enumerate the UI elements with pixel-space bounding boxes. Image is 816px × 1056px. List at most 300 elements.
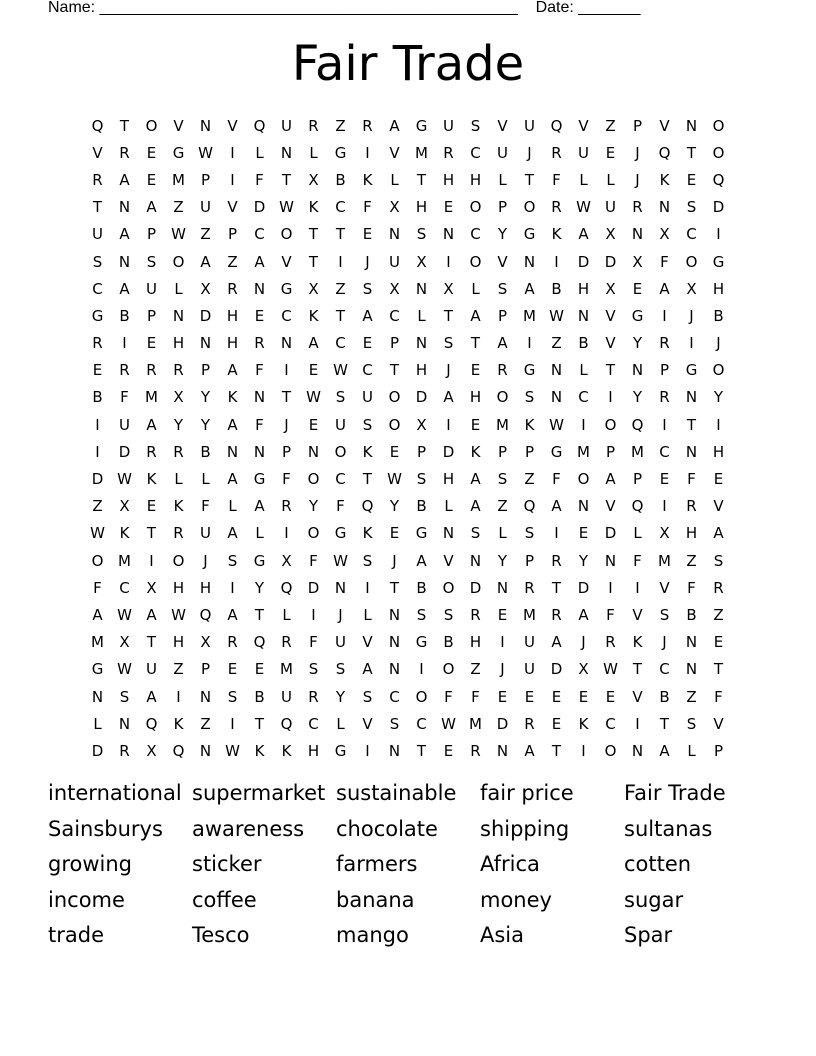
grid-letter: O xyxy=(415,687,428,706)
grid-letter: X xyxy=(659,225,670,244)
grid-letter: F xyxy=(552,470,561,489)
grid-letter: S xyxy=(524,388,535,407)
grid-letter: U xyxy=(335,633,346,652)
grid-letter: R xyxy=(524,578,535,597)
grid-letter: G xyxy=(415,116,428,135)
grid-letter: F xyxy=(363,198,372,217)
grid-letter: X xyxy=(605,279,616,298)
grid-letter: A xyxy=(551,633,562,652)
grid-letter: S xyxy=(497,279,508,298)
grid-letter: E xyxy=(470,415,481,434)
grid-letter: P xyxy=(497,442,508,461)
grid-letter: O xyxy=(442,578,455,597)
grid-letter: W xyxy=(549,415,564,434)
grid-letter: R xyxy=(173,524,184,543)
grid-letter: E xyxy=(578,687,589,706)
grid-letter: E xyxy=(686,170,697,189)
word-bank-item: sticker xyxy=(192,852,262,877)
grid-letter: F xyxy=(309,551,318,570)
grid-letter: Z xyxy=(551,334,562,353)
grid-letter: J xyxy=(635,170,640,189)
grid-letter: K xyxy=(146,470,157,489)
grid-letter: M xyxy=(469,714,482,733)
grid-letter: H xyxy=(415,361,428,380)
grid-letter: E xyxy=(443,741,454,760)
word-bank-item: sugar xyxy=(624,887,684,912)
grid-letter: D xyxy=(91,470,104,489)
grid-letter: T xyxy=(443,306,454,325)
grid-letter: T xyxy=(524,170,535,189)
grid-letter: A xyxy=(227,361,238,380)
grid-letter: L xyxy=(579,361,588,380)
grid-letter: E xyxy=(470,361,481,380)
grid-letter: K xyxy=(524,415,535,434)
grid-letter: V xyxy=(362,633,373,652)
grid-letter: A xyxy=(470,470,481,489)
grid-row xyxy=(84,737,732,764)
grid-letter: F xyxy=(255,415,264,434)
grid-letter: G xyxy=(685,361,698,380)
grid-letter: M xyxy=(118,551,131,570)
grid-letter: G xyxy=(334,143,347,162)
grid-letter: N xyxy=(577,497,590,516)
grid-letter: L xyxy=(579,170,588,189)
grid-letter: T xyxy=(308,252,319,271)
grid-letter: G xyxy=(253,551,266,570)
grid-letter: P xyxy=(200,170,211,189)
grid-letter: J xyxy=(635,143,640,162)
grid-letter: C xyxy=(362,361,373,380)
grid-letter: V xyxy=(443,551,454,570)
grid-letter: T xyxy=(389,578,400,597)
grid-letter: E xyxy=(389,442,400,461)
grid-letter: K xyxy=(632,633,643,652)
grid-letter: P xyxy=(497,306,508,325)
grid-letter: A xyxy=(200,252,211,271)
grid-letter: N xyxy=(631,225,644,244)
word-bank-item: mango xyxy=(336,923,409,948)
grid-letter: S xyxy=(524,524,535,543)
grid-letter: I xyxy=(716,415,721,434)
grid-letter: E xyxy=(254,306,265,325)
grid-letter: X xyxy=(659,524,670,543)
grid-letter: N xyxy=(388,225,401,244)
grid-letter: Z xyxy=(686,551,697,570)
grid-letter: V xyxy=(713,714,724,733)
grid-letter: I xyxy=(365,578,370,597)
grid-letter: B xyxy=(416,578,427,597)
grid-letter: G xyxy=(172,143,185,162)
grid-letter: G xyxy=(415,633,428,652)
grid-letter: S xyxy=(443,334,454,353)
grid-letter: G xyxy=(631,306,644,325)
grid-letter: S xyxy=(146,252,157,271)
grid-letter: I xyxy=(608,578,613,597)
grid-letter: L xyxy=(363,605,372,624)
grid-letter: D xyxy=(604,524,617,543)
grid-letter: L xyxy=(174,279,183,298)
grid-letter: R xyxy=(254,334,265,353)
grid-letter: V xyxy=(632,605,643,624)
grid-letter: A xyxy=(227,470,238,489)
grid-letter: A xyxy=(362,660,373,679)
grid-letter: M xyxy=(172,170,185,189)
grid-letter: I xyxy=(581,415,586,434)
grid-letter: V xyxy=(92,143,103,162)
grid-letter: U xyxy=(605,198,616,217)
grid-letter: E xyxy=(659,470,670,489)
grid-letter: A xyxy=(659,279,670,298)
word-bank-item: awareness xyxy=(192,816,305,841)
grid-letter: V xyxy=(605,497,616,516)
grid-letter: Y xyxy=(254,578,265,597)
grid-letter: X xyxy=(443,279,454,298)
grid-letter: M xyxy=(523,306,536,325)
grid-row xyxy=(84,221,732,248)
grid-letter: A xyxy=(146,415,157,434)
grid-letter: D xyxy=(712,198,725,217)
grid-letter: N xyxy=(253,388,266,407)
grid-letter: W xyxy=(576,198,591,217)
grid-letter: S xyxy=(470,116,481,135)
word-bank-item: Africa xyxy=(480,852,540,877)
grid-letter: I xyxy=(230,170,235,189)
grid-row xyxy=(84,574,732,601)
grid-letter: A xyxy=(497,334,508,353)
grid-letter: H xyxy=(685,524,698,543)
grid-letter: U xyxy=(119,415,130,434)
grid-letter: N xyxy=(280,334,293,353)
grid-letter: P xyxy=(632,470,643,489)
grid-letter: Z xyxy=(200,225,211,244)
grid-letter: P xyxy=(524,442,535,461)
grid-letter: N xyxy=(442,225,455,244)
grid-letter: O xyxy=(172,551,185,570)
grid-letter: C xyxy=(281,306,292,325)
grid-letter: F xyxy=(309,633,318,652)
grid-row xyxy=(84,411,732,438)
grid-letter: R xyxy=(173,442,184,461)
grid-letter: O xyxy=(388,388,401,407)
grid-letter: N xyxy=(253,442,266,461)
grid-letter: I xyxy=(311,605,316,624)
grid-letter: G xyxy=(253,470,266,489)
grid-letter: F xyxy=(255,361,264,380)
grid-letter: R xyxy=(308,687,319,706)
grid-letter: U xyxy=(200,198,211,217)
grid-letter: V xyxy=(578,116,589,135)
grid-letter: D xyxy=(604,252,617,271)
grid-letter: N xyxy=(685,660,698,679)
grid-letter: F xyxy=(633,551,642,570)
grid-letter: Y xyxy=(200,388,211,407)
grid-letter: B xyxy=(200,442,211,461)
grid-letter: Y xyxy=(578,551,589,570)
grid-letter: T xyxy=(551,741,562,760)
grid-letter: J xyxy=(581,633,586,652)
grid-letter: M xyxy=(91,633,104,652)
grid-letter: R xyxy=(146,442,157,461)
grid-letter: I xyxy=(176,687,181,706)
grid-row xyxy=(84,166,732,193)
grid-row xyxy=(84,710,732,737)
grid-letter: J xyxy=(203,551,208,570)
grid-letter: T xyxy=(308,225,319,244)
word-bank-item: supermarket xyxy=(192,781,326,805)
grid-letter: C xyxy=(389,306,400,325)
grid-letter: I xyxy=(662,415,667,434)
grid-letter: N xyxy=(199,687,212,706)
grid-letter: F xyxy=(471,687,480,706)
grid-letter: W xyxy=(441,714,456,733)
grid-letter: X xyxy=(200,633,211,652)
grid-letter: Y xyxy=(308,497,319,516)
grid-letter: B xyxy=(92,388,103,407)
grid-letter: U xyxy=(362,388,373,407)
grid-letter: S xyxy=(416,605,427,624)
grid-letter: A xyxy=(443,388,454,407)
grid-letter: L xyxy=(633,524,642,543)
grid-letter: N xyxy=(550,388,563,407)
grid-letter: G xyxy=(91,306,104,325)
grid-letter: O xyxy=(685,252,698,271)
grid-letter: U xyxy=(146,279,157,298)
grid-row xyxy=(84,493,732,520)
grid-letter: A xyxy=(659,741,670,760)
grid-letter: S xyxy=(686,714,697,733)
grid-letter: Z xyxy=(605,116,616,135)
grid-letter: V xyxy=(659,116,670,135)
grid-letter: K xyxy=(173,497,184,516)
grid-letter: I xyxy=(284,361,289,380)
grid-letter: E xyxy=(605,687,616,706)
grid-letter: X xyxy=(389,198,400,217)
grid-letter: Y xyxy=(497,225,508,244)
grid-letter: R xyxy=(659,388,670,407)
grid-letter: X xyxy=(416,415,427,434)
grid-letter: K xyxy=(308,198,319,217)
grid-letter: Q xyxy=(658,143,671,162)
grid-letter: Q xyxy=(145,714,158,733)
grid-letter: T xyxy=(335,225,346,244)
grid-letter: X xyxy=(119,633,130,652)
grid-letter: T xyxy=(632,660,643,679)
grid-letter: E xyxy=(146,143,157,162)
grid-letter: Q xyxy=(523,497,536,516)
grid-letter: S xyxy=(362,279,373,298)
grid-letter: B xyxy=(119,306,130,325)
grid-letter: V xyxy=(227,116,238,135)
grid-letter: F xyxy=(444,687,453,706)
word-bank-item: cotten xyxy=(624,852,692,877)
grid-letter: D xyxy=(550,660,563,679)
grid-letter: N xyxy=(199,334,212,353)
grid-row xyxy=(84,384,732,411)
grid-letter: I xyxy=(662,497,667,516)
grid-row xyxy=(84,465,732,492)
grid-letter: C xyxy=(92,279,103,298)
grid-letter: E xyxy=(497,605,508,624)
grid-letter: S xyxy=(416,470,427,489)
grid-letter: A xyxy=(362,306,373,325)
grid-letter: T xyxy=(659,714,670,733)
word-bank-item: growing xyxy=(48,852,132,877)
grid-letter: F xyxy=(687,578,696,597)
grid-letter: E xyxy=(389,524,400,543)
grid-letter: A xyxy=(119,279,130,298)
grid-letter: Y xyxy=(173,415,184,434)
grid-letter: N xyxy=(685,633,698,652)
grid-letter: Y xyxy=(200,415,211,434)
grid-letter: W xyxy=(90,524,105,543)
grid-letter: A xyxy=(524,741,535,760)
grid-letter: B xyxy=(443,633,454,652)
grid-letter: D xyxy=(496,714,509,733)
grid-letter: V xyxy=(362,714,373,733)
grid-letter: U xyxy=(92,225,103,244)
word-bank-item: Tesco xyxy=(192,923,250,948)
grid-letter: I xyxy=(230,578,235,597)
grid-letter: T xyxy=(713,660,724,679)
grid-letter: M xyxy=(658,551,671,570)
grid-letter: H xyxy=(577,279,590,298)
grid-letter: A xyxy=(92,605,103,624)
grid-letter: D xyxy=(577,578,590,597)
grid-letter: C xyxy=(335,334,346,353)
grid-letter: D xyxy=(199,306,212,325)
grid-letter: I xyxy=(554,252,559,271)
grid-letter: A xyxy=(470,497,481,516)
grid-letter: T xyxy=(335,306,346,325)
grid-letter: C xyxy=(578,388,589,407)
grid-letter: J xyxy=(689,306,694,325)
word-bank-item: farmers xyxy=(336,852,418,877)
grid-letter: X xyxy=(173,388,184,407)
grid-letter: H xyxy=(226,334,239,353)
grid-row xyxy=(84,330,732,357)
grid-letter: A xyxy=(254,497,265,516)
grid-letter: C xyxy=(470,225,481,244)
grid-letter: F xyxy=(336,497,345,516)
grid-letter: X xyxy=(389,279,400,298)
grid-letter: F xyxy=(255,170,264,189)
grid-letter: V xyxy=(605,306,616,325)
grid-letter: Z xyxy=(173,660,184,679)
grid-letter: H xyxy=(172,633,185,652)
grid-letter: T xyxy=(119,116,130,135)
grid-letter: O xyxy=(469,198,482,217)
grid-letter: O xyxy=(712,116,725,135)
grid-letter: V xyxy=(227,198,238,217)
grid-letter: I xyxy=(365,143,370,162)
grid-letter: Z xyxy=(686,687,697,706)
grid-letter: E xyxy=(146,334,157,353)
grid-letter: N xyxy=(496,741,509,760)
grid-letter: T xyxy=(254,714,265,733)
grid-letter: K xyxy=(173,714,184,733)
grid-letter: Q xyxy=(631,497,644,516)
grid-letter: W xyxy=(225,741,240,760)
grid-letter: N xyxy=(388,633,401,652)
grid-row xyxy=(84,302,732,329)
grid-letter: Y xyxy=(389,497,400,516)
grid-letter: S xyxy=(362,415,373,434)
grid-letter: O xyxy=(604,415,617,434)
grid-letter: O xyxy=(577,470,590,489)
grid-letter: N xyxy=(631,741,644,760)
grid-letter: C xyxy=(119,578,130,597)
grid-letter: E xyxy=(308,415,319,434)
word-bank-item: Asia xyxy=(480,923,525,948)
grid-letter: T xyxy=(686,143,697,162)
grid-letter: N xyxy=(172,306,185,325)
grid-letter: X xyxy=(308,170,319,189)
grid-letter: V xyxy=(497,252,508,271)
grid-letter: Q xyxy=(280,578,293,597)
grid-letter: K xyxy=(362,170,373,189)
grid-letter: N xyxy=(199,741,212,760)
grid-letter: V xyxy=(632,687,643,706)
grid-letter: Z xyxy=(497,497,508,516)
grid-letter: S xyxy=(335,388,346,407)
grid-letter: Z xyxy=(524,470,535,489)
grid-letter: X xyxy=(146,741,157,760)
word-bank xyxy=(48,776,768,954)
grid-letter: K xyxy=(281,741,292,760)
grid-letter: T xyxy=(281,170,292,189)
word-bank-item: sultanas xyxy=(624,816,713,841)
grid-letter: I xyxy=(608,388,613,407)
grid-letter: A xyxy=(713,524,724,543)
grid-letter: T xyxy=(470,334,481,353)
grid-letter: N xyxy=(415,279,428,298)
word-bank-item: shipping xyxy=(480,816,570,841)
grid-letter: P xyxy=(713,741,724,760)
grid-letter: Q xyxy=(280,714,293,733)
grid-letter: S xyxy=(227,551,238,570)
grid-letter: R xyxy=(281,633,292,652)
grid-letter: R xyxy=(524,714,535,733)
grid-letter: Z xyxy=(335,279,346,298)
grid-letter: B xyxy=(659,687,670,706)
grid-letter: N xyxy=(280,143,293,162)
grid-letter: L xyxy=(255,143,264,162)
grid-row xyxy=(84,112,732,139)
grid-letter: S xyxy=(416,225,427,244)
grid-letter: I xyxy=(554,524,559,543)
grid-letter: X xyxy=(119,497,130,516)
grid-letter: O xyxy=(523,198,536,217)
grid-row xyxy=(84,248,732,275)
grid-letter: C xyxy=(470,143,481,162)
grid-letter: E xyxy=(146,497,157,516)
grid-row xyxy=(84,629,732,656)
grid-letter: U xyxy=(497,143,508,162)
grid-letter: W xyxy=(387,470,402,489)
grid-letter: D xyxy=(415,388,428,407)
grid-letter: A xyxy=(146,687,157,706)
grid-letter: P xyxy=(659,361,670,380)
grid-letter: R xyxy=(227,279,238,298)
grid-letter: H xyxy=(199,578,212,597)
grid-letter: O xyxy=(145,116,158,135)
grid-letter: T xyxy=(389,361,400,380)
word-bank-item: Fair Trade xyxy=(624,781,726,805)
grid-letter: C xyxy=(686,225,697,244)
grid-letter: H xyxy=(226,306,239,325)
grid-letter: W xyxy=(603,660,618,679)
word-bank-item: Sainsburys xyxy=(48,816,163,841)
